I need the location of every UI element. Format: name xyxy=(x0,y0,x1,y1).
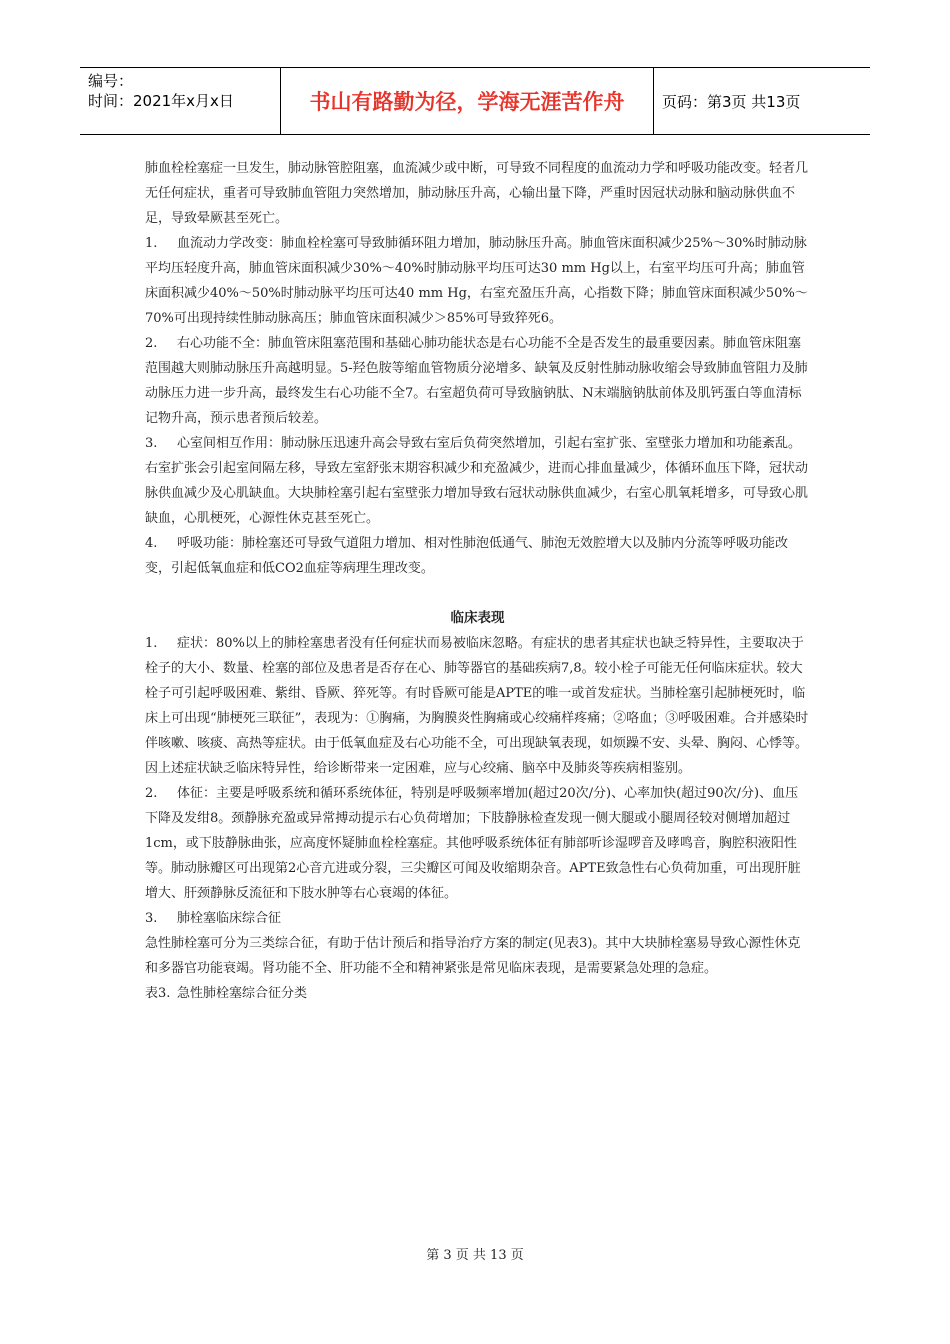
header-page-label: 页码：第3页 共13页 xyxy=(662,92,801,111)
page-header xyxy=(80,67,870,135)
item-number: 1. xyxy=(145,636,158,651)
paragraph-text: 体征：主要是呼吸系统和循环系统体征，特别是呼吸频率增加(超过20次/分)、心率加快(超过90次/分)、血压下降及发绀8。颈静脉充盈或异常搏动提示右心负荷增加；下肢静脉检查发现一侧大腿或小腿周径较对侧增加超过1cm，或下肢静脉曲张，应高度怀疑肺血栓栓塞症。其他呼吸系统体征有肺部听诊湿啰音及哮鸣音，胸腔积液阳性等。肺动脉瓣区可出现第2心音亢进或分裂，三尖瓣区可闻及收缩期杂音。APTE致急性右心负荷加重，可出现肝脏增大、肝颈静脉反流征和下肢水肿等右心衰竭的体征。 xyxy=(145,786,801,901)
table-caption xyxy=(145,981,810,1006)
section-title: 临床表现 xyxy=(450,610,505,626)
number-label: 编号： xyxy=(88,72,134,90)
paragraph-right-heart xyxy=(145,331,810,431)
paragraph-hemodynamics xyxy=(145,231,810,331)
paragraph-text: 呼吸功能：肺栓塞还可导致气道阻力增加、相对性肺泡低通气、肺泡无效腔增大以及肺内分流等呼吸功能改变，引起低氧血症和低CO2血症等病理生理改变。 xyxy=(145,536,789,576)
document-body xyxy=(145,156,810,1006)
item-number: 3. xyxy=(145,911,158,926)
item-number: 4. xyxy=(145,536,158,551)
table-caption-number: 表3. xyxy=(145,986,171,1001)
paragraph-text: 右心功能不全：肺血管床阻塞范围和基础心肺功能状态是右心功能不全是否发生的最重要因素。肺血管床阻塞范围越大则肺动脉压升高越明显。5-羟色胺等缩血管物质分泌增多、缺氧及反射性肺动脉收缩会导致肺血管阻力及肺动脉压力进一步升高，最终发生右心功能不全7。右室超负荷可导致脑钠肽、N末端脑钠肽前体及肌钙蛋白等血清标记物升高，预示患者预后较差。 xyxy=(145,336,808,426)
date-label: 时间：2021年x月x日 xyxy=(88,92,234,110)
item-number: 2. xyxy=(145,336,158,351)
item-number: 3. xyxy=(145,436,158,451)
paragraph-syndrome-body: 急性肺栓塞可分为三类综合征，有助于估计预后和指导治疗方案的制定(见表3)。其中大块肺栓塞易导致心源性休克和多器官功能衰竭。肾功能不全、肝功能不全和精神紧张是常见临床表现，是需要紧急处理的急症。 xyxy=(145,936,801,976)
paragraph-signs xyxy=(145,781,810,906)
table-caption-text: 急性肺栓塞综合征分类 xyxy=(177,986,308,1001)
item-number: 2. xyxy=(145,786,158,801)
paragraph-ventricular xyxy=(145,431,810,531)
item-number: 1. xyxy=(145,236,158,251)
paragraph-respiratory xyxy=(145,531,810,581)
paragraph-text: 症状：80%以上的肺栓塞患者没有任何症状而易被临床忽略。有症状的患者其症状也缺乏特异性，主要取决于栓子的大小、数量、栓塞的部位及患者是否存在心、肺等器官的基础疾病7,8。较小栓子可能无任何临床症状。较大栓子可引起呼吸困难、紫绀、昏厥、猝死等。有时昏厥可能是APTE的唯一或首发症状。当肺栓塞引起肺梗死时，临床上可出现“肺梗死三联征”，表现为：①胸痛，为胸膜炎性胸痛或心绞痛样疼痛；②咯血；③呼吸困难。合并感染时伴咳嗽、咳痰、高热等症状。由于低氧血症及右心功能不全，可出现缺氧表现，如烦躁不安、头晕、胸闷、心悸等。因上述症状缺乏临床特异性，给诊断带来一定困难，应与心绞痛、脑卒中及肺炎等疾病相鉴别。 xyxy=(145,636,809,776)
header-motto: 书山有路勤为径，学海无涯苦作舟 xyxy=(281,68,654,134)
header-meta xyxy=(80,68,281,134)
paragraph-syndrome-heading xyxy=(145,906,810,931)
paragraph-text: 血流动力学改变：肺血栓栓塞可导致肺循环阻力增加，肺动脉压升高。肺血管床面积减少25%～30%时肺动脉平均压轻度升高，肺血管床面积减少30%～40%时肺动脉平均压可达30 mm Hg以上，右室平均压可升高；肺血管床面积减少40%～50%时肺动脉平均压可达40 mm Hg，右室充盈压升高，心指数下降；肺血管床面积减少50%～70%可出现持续性肺动脉高压；肺血管床面积减少＞85%可导致猝死6。 xyxy=(145,236,808,326)
page-footer: 第 3 页 共 13 页 xyxy=(426,1248,524,1263)
intro-paragraph: 肺血栓栓塞症一旦发生，肺动脉管腔阻塞，血流减少或中断，可导致不同程度的血流动力学和呼吸功能改变。轻者几无任何症状，重者可导致肺血管阻力突然增加，肺动脉压升高，心输出量下降，严重时因冠状动脉和脑动脉供血不足，导致晕厥甚至死亡。 xyxy=(145,161,809,226)
paragraph-symptoms xyxy=(145,631,810,781)
paragraph-text: 心室间相互作用：肺动脉压迅速升高会导致右室后负荷突然增加，引起右室扩张、室壁张力增加和功能紊乱。右室扩张会引起室间隔左移，导致左室舒张末期容积减少和充盈减少，进而心排血量减少，体循环血压下降，冠状动脉供血减少及心肌缺血。大块肺栓塞引起右室壁张力增加导致右冠状动脉供血减少，右室心肌氧耗增多，可导致心肌缺血，心肌梗死，心源性休克甚至死亡。 xyxy=(145,436,809,526)
paragraph-text: 肺栓塞临床综合征 xyxy=(177,911,282,926)
